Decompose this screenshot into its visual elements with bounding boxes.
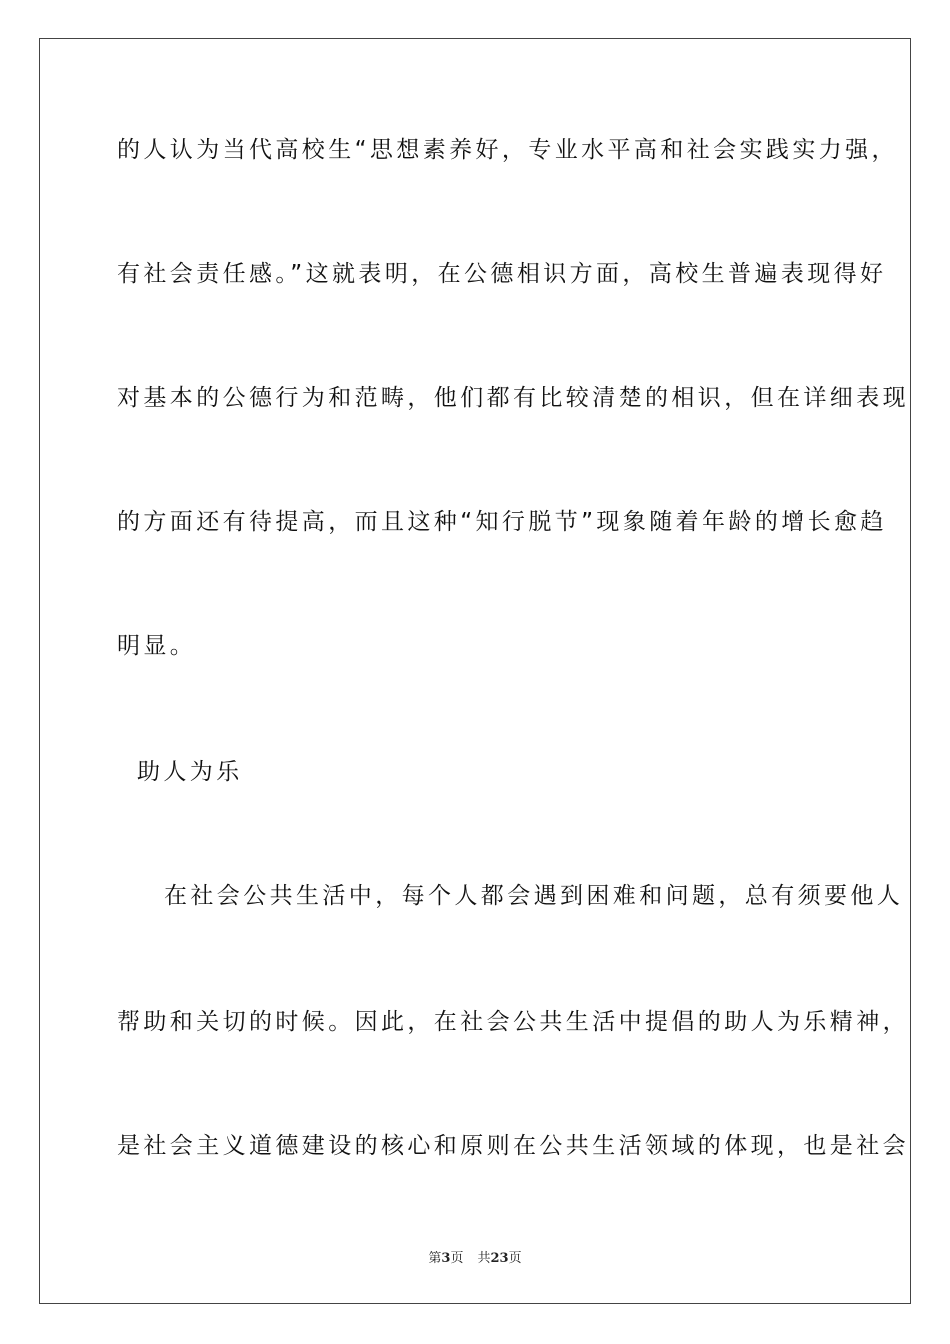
total-pages: 23 <box>490 1251 509 1266</box>
page-suffix: 页 <box>450 1251 464 1266</box>
page-footer <box>0 1247 950 1266</box>
section-heading: 助人为乐 <box>137 759 243 785</box>
body-text-line: 对基本的公德行为和范畴，他们都有比较清楚的相识，但在详细表现 <box>117 385 909 411</box>
body-text-line: 的方面还有待提高，而且这种“知行脱节”现象随着年龄的增长愈趋 <box>117 509 887 535</box>
page-prefix: 第 <box>428 1251 442 1266</box>
body-text-line: 帮助和关切的时候。因此，在社会公共生活中提倡的助人为乐精神， <box>117 1009 909 1035</box>
body-text-line: 的人认为当代高校生“思想素养好，专业水平高和社会实践实力强， <box>117 137 898 163</box>
body-text-line: 明显。 <box>117 633 197 659</box>
total-prefix: 共 <box>477 1251 491 1266</box>
body-text-line: 在社会公共生活中，每个人都会遇到困难和问题，总有须要他人 <box>164 883 904 909</box>
page-border <box>39 38 911 1304</box>
total-suffix: 页 <box>508 1251 522 1266</box>
body-text-line: 是社会主义道德建设的核心和原则在公共生活领域的体现，也是社会 <box>117 1133 909 1159</box>
body-text-line: 有社会责任感。”这就表明，在公德相识方面，高校生普遍表现得好 <box>117 261 887 287</box>
page-number: 3 <box>441 1251 451 1266</box>
